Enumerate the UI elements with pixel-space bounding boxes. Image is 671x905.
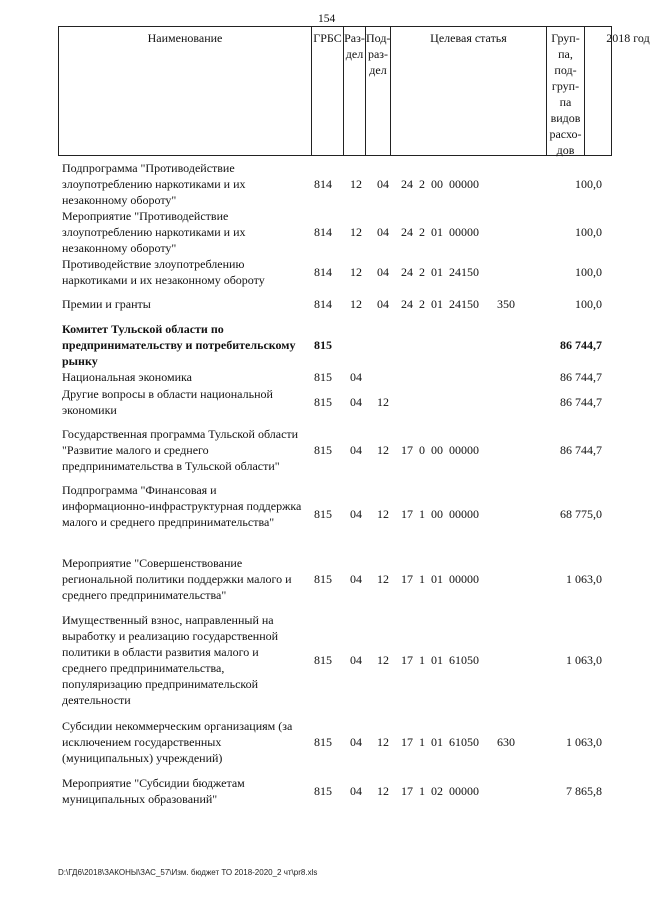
row-razdel: 04: [350, 735, 362, 749]
row-razdel: 04: [350, 443, 362, 457]
file-path-footer: D:\ГД6\2018\ЗАКОНЫ\ЗАС_57\Изм. бюджет ТО 2018-2020_2 чт\pr8.xls: [58, 868, 318, 877]
row-grbs: 814: [314, 225, 332, 239]
row-amount: 68 775,0: [560, 507, 602, 521]
row-amount: 100,0: [575, 225, 602, 239]
row-podrazdel: 12: [377, 443, 389, 457]
row-razdel: 04: [350, 653, 362, 667]
header-target-article: Целевая статья: [391, 27, 547, 155]
row-amount: 100,0: [575, 297, 602, 311]
row-razdel: 04: [350, 395, 362, 409]
row-razdel: 12: [350, 297, 362, 311]
row-razdel: 04: [350, 507, 362, 521]
row-amount: 1 063,0: [566, 653, 602, 667]
row-razdel: 04: [350, 572, 362, 586]
row-amount: 86 744,7: [560, 370, 602, 384]
row-grbs: 815: [314, 572, 332, 586]
row-name: Субсидии некоммерческим организациям (за исключением государственных (муниципальных) учреждений): [62, 719, 293, 765]
row-name: Другие вопросы в области национальной экономики: [62, 387, 273, 417]
row-name: Государственная программа Тульской области "Развитие малого и среднего предпринимательства в Тульской области": [62, 427, 299, 473]
header-grbs: ГРБС: [312, 27, 344, 155]
row-podrazdel: 12: [377, 395, 389, 409]
header-name: Наименование: [59, 27, 312, 155]
header-expense-type: Груп- па, под- груп- па видов расхо- дов: [547, 27, 585, 155]
row-amount: 86 744,7: [560, 395, 602, 409]
row-podrazdel: 04: [377, 225, 389, 239]
row-grbs: 814: [314, 177, 332, 191]
row-name: Мероприятие "Субсидии бюджетам муниципальных образований": [62, 776, 245, 806]
row-razdel: 12: [350, 265, 362, 279]
row-name: Имущественный взнос, направленный на выработку и реализацию государственной политики в области развития малого и среднего предпринимательства, популяризацию предпринимательской деятельности: [62, 613, 279, 707]
row-podrazdel: 12: [377, 572, 389, 586]
row-target-article: 17 1 02 00000: [401, 784, 479, 798]
row-amount: 86 744,7: [560, 443, 602, 457]
row-podrazdel: 04: [377, 297, 389, 311]
row-podrazdel: 12: [377, 784, 389, 798]
row-name: Мероприятие "Совершенствование региональной политики поддержки малого и среднего предпринимательства": [62, 556, 292, 602]
row-name: Премии и гранты: [62, 297, 151, 311]
row-amount: 100,0: [575, 177, 602, 191]
row-target-article: 24 2 01 24150: [401, 297, 479, 311]
row-target-article: 17 1 01 61050: [401, 735, 479, 749]
row-grbs: 815: [314, 370, 332, 384]
row-razdel: 04: [350, 784, 362, 798]
row-amount: 7 865,8: [566, 784, 602, 798]
row-grbs: 815: [314, 653, 332, 667]
row-amount: 100,0: [575, 265, 602, 279]
row-razdel: 12: [350, 177, 362, 191]
row-razdel: 04: [350, 370, 362, 384]
row-podrazdel: 04: [377, 265, 389, 279]
row-expense-type: 350: [497, 297, 515, 311]
row-grbs: 814: [314, 265, 332, 279]
row-target-article: 17 0 00 00000: [401, 443, 479, 457]
row-name: Подпрограмма "Финансовая и информационно-инфраструктурная поддержка малого и среднего предпринимательства": [62, 483, 302, 529]
row-name: Противодействие злоупотреблению наркотиками и их незаконному обороту: [62, 257, 265, 287]
row-podrazdel: 12: [377, 507, 389, 521]
row-expense-type: 630: [497, 735, 515, 749]
row-target-article: 17 1 01 00000: [401, 572, 479, 586]
page-number: 154: [318, 13, 336, 25]
row-grbs: 815: [314, 507, 332, 521]
row-podrazdel: 04: [377, 177, 389, 191]
row-name: Национальная экономика: [62, 370, 192, 384]
row-grbs: 815: [314, 443, 332, 457]
row-podrazdel: 12: [377, 653, 389, 667]
row-razdel: 12: [350, 225, 362, 239]
row-grbs: 815: [314, 395, 332, 409]
row-name: Комитет Тульской области по предпринимательству и потребительскому рынку: [62, 322, 296, 368]
row-amount: 1 063,0: [566, 572, 602, 586]
row-target-article: 17 1 01 61050: [401, 653, 479, 667]
row-name: Мероприятие "Противодействие злоупотреблению наркотиками и их незаконному обороту": [62, 209, 246, 255]
header-podrazdel: Под- раз- дел: [366, 27, 391, 155]
row-grbs: 815: [314, 784, 332, 798]
row-amount: 1 063,0: [566, 735, 602, 749]
row-target-article: 17 1 00 00000: [401, 507, 479, 521]
table-header: [58, 26, 650, 157]
row-grbs: 815: [314, 735, 332, 749]
row-grbs: 814: [314, 297, 332, 311]
header-year: 2018 год: [606, 31, 650, 45]
row-target-article: 24 2 00 00000: [401, 177, 479, 191]
row-grbs: 815: [314, 338, 332, 352]
row-amount: 86 744,7: [560, 338, 602, 352]
row-target-article: 24 2 01 24150: [401, 265, 479, 279]
header-razdel: Раз- дел: [344, 27, 366, 155]
row-podrazdel: 12: [377, 735, 389, 749]
row-target-article: 24 2 01 00000: [401, 225, 479, 239]
row-name: Подпрограмма "Противодействие злоупотреблению наркотиками и их незаконному обороту": [62, 161, 246, 207]
